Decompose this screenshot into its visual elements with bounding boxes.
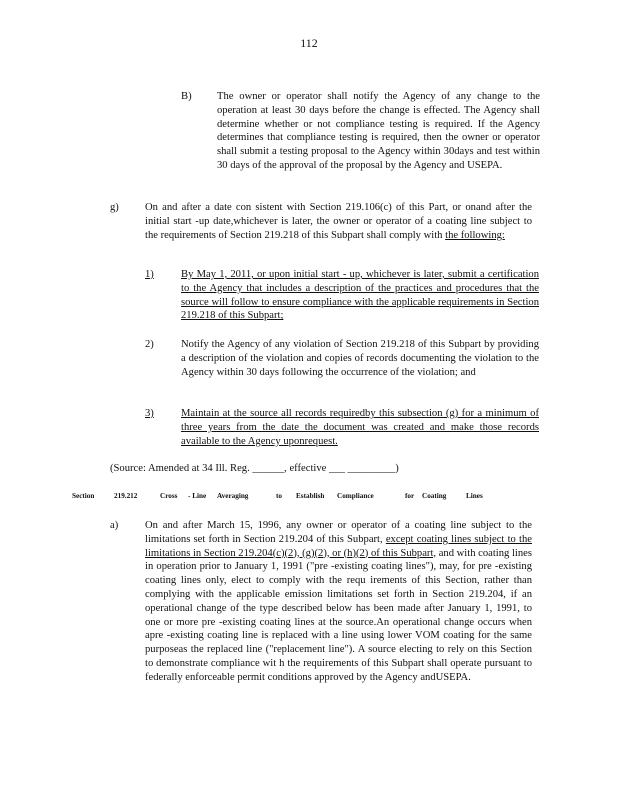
item-1-text: By May 1, 2011, or upon initial start - up, whichever is later, submit a certification to the Agency that includes a description of the practices and procedures that the source will follow to ensure compliance with the applicable requirements in Section 219.218 of this Subpart; (181, 269, 539, 322)
paragraph-a-underlined: except coating lines subject to the limitations in Section 219.204(c)(2), (g)(2), or (h)(2) of this Subpart, (145, 533, 532, 559)
heading-word: Lines (466, 492, 483, 500)
section-label: Section (72, 492, 95, 500)
paragraph-a (145, 519, 532, 685)
heading-word: Averaging (217, 492, 249, 500)
paragraph-g-underlined: the following: (445, 229, 505, 241)
paragraph-b-marker: B) (181, 91, 192, 102)
heading-word: Coating (422, 492, 447, 500)
paragraph-b-text: The owner or operator shall notify the Agency of any change to the operation at least 30 days before the change is effected. The Agency shall determine whether or not compliance testing is required. If the Agency determines that compliance testing is required, then the owner or operator shall submit a testing proposal to the Agency within 30days and test within 30 days of the approval of the proposal by the Agency and USEPA. (217, 91, 540, 171)
heading-word: Establish (296, 492, 325, 500)
paragraph-g-text: On and after a date con sistent with Section 219.106(c) of this Part, or onand after the initial start -up date,whichever is later, the owner or operator of a coating line subject to the requirements of Section 219.218 of this Subpart shall comply with (145, 202, 532, 241)
item-2-text: Notify the Agency of any violation of Section 219.218 of this Subpart by providing a description of the violation and copies of records documenting the violation to the Agency within 30 days following the occurrence of the violation; and (181, 339, 539, 378)
paragraph-g (145, 201, 532, 242)
section-number: 219.212 (114, 492, 138, 500)
heading-word: to (276, 492, 282, 500)
heading-word: - Line (188, 492, 207, 500)
heading-word: Compliance (337, 492, 374, 500)
paragraph-a-text-2: and with coating lines in operation prior to January 1, 1991 ("pre -existing coating lines"), may, for pre -existing coating lines only, elect to comply with the requ irements of this Section, rather than complying with the applicable emission limitations set forth in Section 219.204, if an operational change of the type described below has been made after January 1, 1991, to one or more pre -existing coating lines at the source.An operational change occurs when apre -existing coating line is replaced with a line using lower VOM coating for the same purposeas the replaced line ("replacement line"). A source electing to rely on this Section to demonstrate compliance wit h the requirements of this Subpart shall operate pursuant to federally enforceable permit conditions approved by the Agency andUSEPA. (145, 547, 532, 683)
paragraph-g-marker: g) (110, 202, 119, 213)
paragraph-a-marker: a) (110, 520, 119, 531)
page-number: 112 (300, 36, 318, 50)
item-3-text: Maintain at the source all records requiredby this subsection (g) for a minimum of three years from the date the document was created and make those records available to the Agency uponrequest. (181, 408, 539, 447)
paragraph-a-text-1: On and after March 15, 1996, any owner or operator of a coating line subject to the limitations set forth in Section 219.204 of this Subpart, (145, 520, 532, 545)
heading-word: for (405, 492, 415, 500)
heading-word: Cross (160, 492, 178, 500)
item-3-marker: 3) (145, 408, 154, 419)
item-2-marker: 2) (145, 339, 154, 350)
item-1-marker: 1) (145, 269, 154, 280)
source-note: (Source: Amended at 34 Ill. Reg. ______, effective ___ _________) (110, 463, 399, 474)
